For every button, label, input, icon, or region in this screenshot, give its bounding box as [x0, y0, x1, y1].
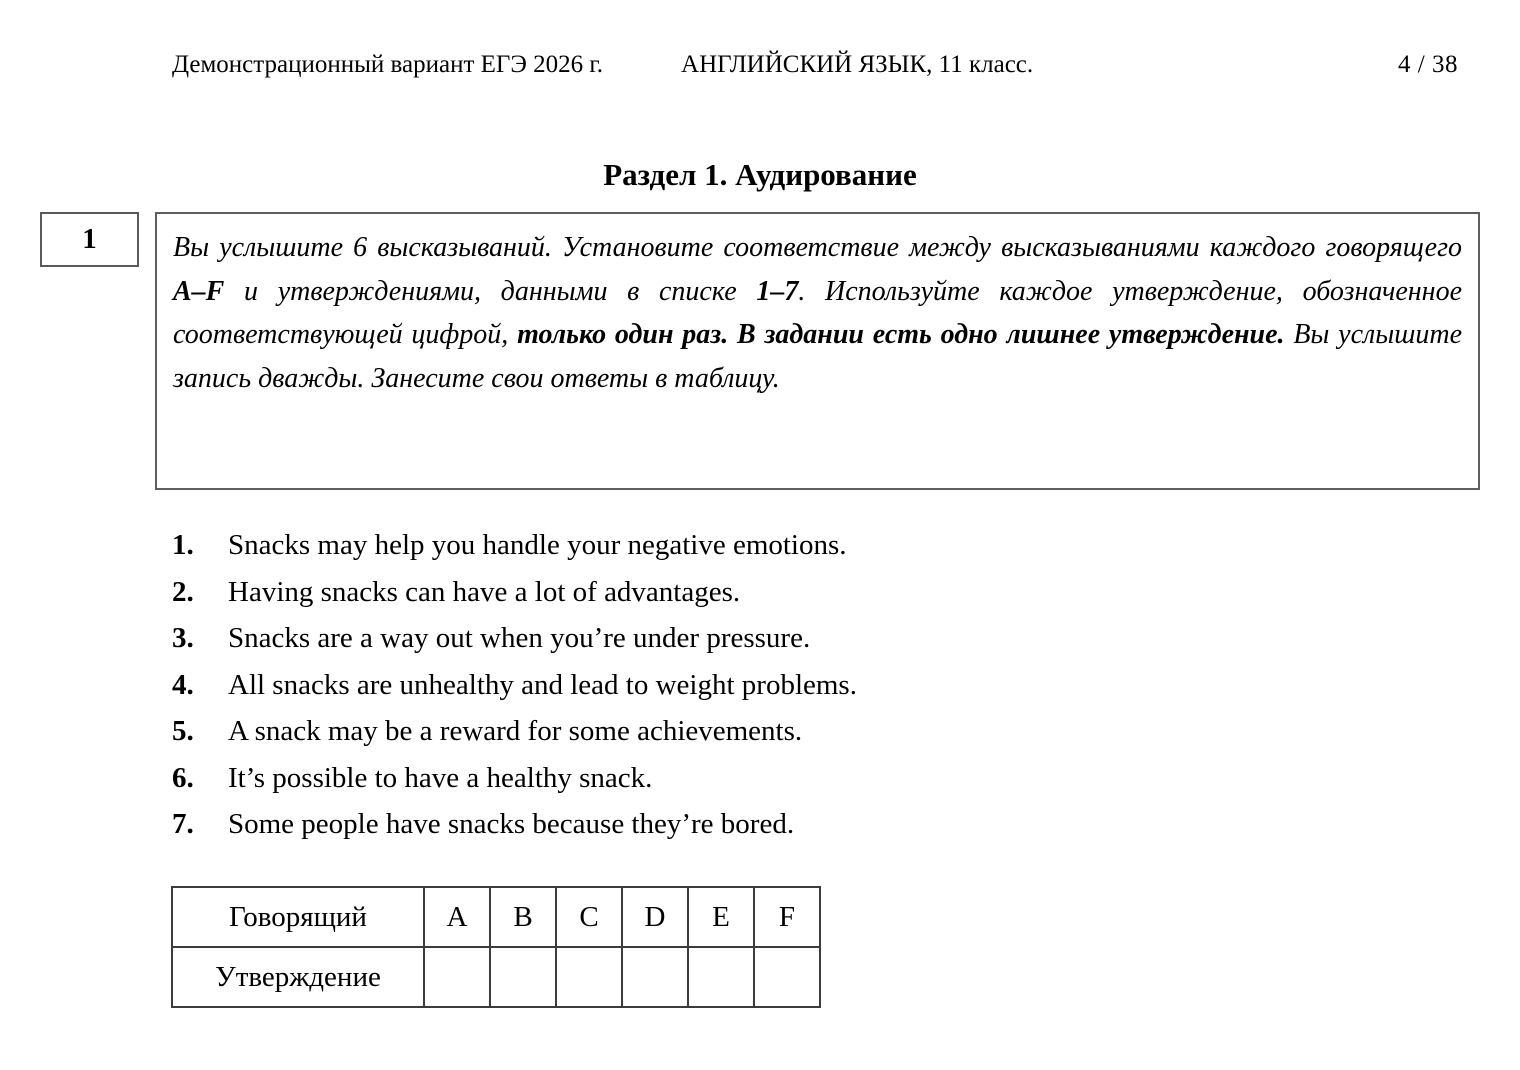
statement-text: Having snacks can have a lot of advantages.: [228, 575, 741, 608]
task-number-box: [40, 212, 139, 267]
speaker-cell-e: E: [688, 887, 754, 947]
header-variant-label: Демонстрационный вариант ЕГЭ 2026 г.: [172, 51, 604, 78]
statement-number: 7.: [172, 808, 194, 840]
speaker-cell-f: F: [754, 887, 820, 947]
statement-text: It’s possible to have a healthy snack.: [228, 761, 653, 794]
answer-cell-d[interactable]: [622, 947, 688, 1007]
list-item: [172, 755, 1272, 802]
list-item: [172, 615, 1272, 662]
statement-number: 5.: [172, 715, 194, 747]
speaker-cell-b: B: [490, 887, 556, 947]
instruction-box: [155, 212, 1480, 490]
header-subject-label: АНГЛИЙСКИЙ ЯЗЫК, 11 класс.: [681, 51, 1034, 78]
instruction-part-4: Вы услышите запись дважды. Занесите свои ответы в таблицу.: [173, 319, 1462, 394]
speaker-row-label: Говорящий: [172, 887, 424, 947]
answer-cell-b[interactable]: [490, 947, 556, 1007]
list-item: [172, 801, 1272, 848]
statement-number: 2.: [172, 575, 194, 608]
header-page-number: 4 / 38: [1398, 51, 1458, 78]
answer-cell-f[interactable]: [754, 947, 820, 1007]
answer-table: [171, 886, 821, 1008]
instruction-statements-range: 1–7: [756, 275, 799, 307]
list-item: [172, 569, 1272, 616]
statements-list: [172, 522, 1272, 848]
list-item: [172, 662, 1272, 709]
instruction-part-3: . Используйте каждое утверждение, обозначенное соответствующей цифрой,: [173, 275, 1462, 350]
instruction-speakers-range: A–F: [173, 275, 225, 307]
list-item: [172, 522, 1272, 569]
instruction-emphasis: только один раз. В задании есть одно лишнее утверждение.: [517, 319, 1285, 350]
speaker-cell-a: A: [424, 887, 490, 947]
statement-number: 4.: [172, 668, 194, 701]
instruction-text: [173, 226, 1462, 400]
statement-row-label: Утверждение: [172, 947, 424, 1007]
statement-text: A snack may be a reward for some achievements.: [228, 715, 803, 747]
page-header: [172, 48, 1460, 82]
speaker-cell-c: C: [556, 887, 622, 947]
list-item: [172, 708, 1272, 755]
instruction-part-1: Вы услышите 6 высказываний. Установите соответствие между высказываниями каждого говорящего: [173, 232, 1462, 263]
statement-text: Snacks are a way out when you’re under pressure.: [228, 622, 811, 654]
answer-cell-e[interactable]: [688, 947, 754, 1007]
answer-table-container: [171, 886, 821, 1008]
table-row: [172, 887, 820, 947]
table-row: [172, 947, 820, 1007]
answer-cell-c[interactable]: [556, 947, 622, 1007]
statement-text: Some people have snacks because they’re bored.: [228, 808, 795, 840]
answer-cell-a[interactable]: [424, 947, 490, 1007]
statement-text: Snacks may help you handle your negative emotions.: [228, 529, 847, 561]
section-title: Раздел 1. Аудирование: [603, 157, 917, 192]
statement-number: 6.: [172, 761, 194, 794]
speaker-cell-d: D: [622, 887, 688, 947]
statement-number: 1.: [172, 529, 194, 561]
statement-number: 3.: [172, 622, 194, 654]
instruction-part-2: и утверждениями, данными в списке: [224, 275, 757, 307]
statement-text: All snacks are unhealthy and lead to weight problems.: [228, 668, 857, 701]
task-number-label: 1: [82, 223, 97, 255]
